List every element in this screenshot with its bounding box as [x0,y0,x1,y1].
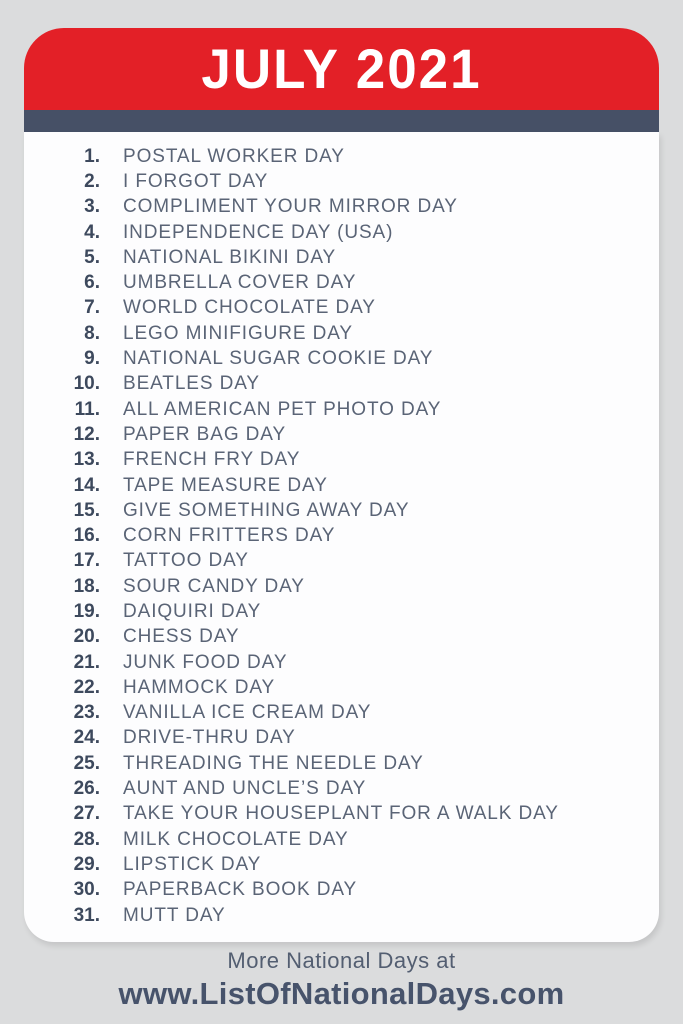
day-number: 1. [84,145,100,167]
day-label: POSTAL WORKER DAY [123,145,345,167]
day-number: 24. [73,727,100,749]
list-item [24,220,659,245]
day-number: 3. [84,196,100,218]
list-item [24,296,659,321]
list-item [24,776,659,801]
day-label: JUNK FOOD DAY [123,651,288,673]
day-number: 5. [84,246,100,268]
footer-tagline: More National Days at [227,948,456,973]
day-number: 31. [73,904,100,926]
list-item [24,245,659,270]
list-item [24,195,659,220]
day-label: LIPSTICK DAY [123,853,262,875]
calendar-sheet [24,28,659,942]
list-item [24,473,659,498]
header-divider-bar [24,110,659,132]
footer [0,948,683,1012]
day-number: 10. [73,373,100,395]
day-label: AUNT AND UNCLE’S DAY [123,778,367,800]
day-label: HAMMOCK DAY [123,676,276,698]
day-label: MILK CHOCOLATE DAY [123,828,349,850]
day-label: DRIVE-THRU DAY [123,727,296,749]
list-item [24,878,659,903]
list-item [24,523,659,548]
list-item [24,144,659,169]
day-number: 18. [73,575,100,597]
day-number: 17. [73,550,100,572]
day-number: 13. [73,449,100,471]
month-header [24,28,659,110]
list-item [24,422,659,447]
day-label: DAIQUIRI DAY [123,600,262,622]
day-number: 11. [74,398,100,420]
list-item [24,498,659,523]
list-item [24,169,659,194]
day-label: I FORGOT DAY [123,170,269,192]
day-label: INDEPENDENCE DAY (USA) [123,221,394,243]
day-number: 20. [73,626,100,648]
list-item [24,270,659,295]
day-number: 15. [73,499,100,521]
day-label: THREADING THE NEEDLE DAY [123,752,424,774]
day-number: 27. [73,803,100,825]
day-label: COMPLIMENT YOUR MIRROR DAY [123,196,458,218]
day-label: TAPE MEASURE DAY [123,474,328,496]
day-number: 28. [73,828,100,850]
list-item [24,574,659,599]
day-number: 29. [73,853,100,875]
national-days-list [24,144,659,928]
day-label: BEATLES DAY [123,373,260,395]
list-item [24,726,659,751]
list-item [24,625,659,650]
day-label: NATIONAL SUGAR COOKIE DAY [123,348,434,370]
day-number: 30. [73,879,100,901]
day-number: 26. [73,778,100,800]
day-label: VANILLA ICE CREAM DAY [123,702,372,724]
list-item [24,751,659,776]
month-title: JULY 2021 [201,38,482,100]
days-card [24,132,659,942]
day-label: NATIONAL BIKINI DAY [123,246,337,268]
list-item [24,675,659,700]
day-label: CORN FRITTERS DAY [123,525,336,547]
day-number: 8. [84,322,100,344]
day-number: 12. [73,423,100,445]
day-label: WORLD CHOCOLATE DAY [123,297,376,319]
day-label: SOUR CANDY DAY [123,575,305,597]
day-number: 7. [84,297,100,319]
list-item [24,903,659,928]
list-item [24,599,659,624]
day-label: LEGO MINIFIGURE DAY [123,322,353,344]
day-label: UMBRELLA COVER DAY [123,272,357,294]
list-item [24,650,659,675]
day-number: 16. [73,525,100,547]
day-number: 9. [84,348,100,370]
list-item [24,321,659,346]
list-item [24,852,659,877]
day-label: TATTOO DAY [123,550,249,572]
day-number: 6. [84,272,100,294]
day-number: 21. [73,651,100,673]
day-label: PAPERBACK BOOK DAY [123,879,358,901]
day-number: 14. [73,474,100,496]
day-number: 2. [84,170,100,192]
day-number: 25. [73,752,100,774]
list-item [24,827,659,852]
list-item [24,448,659,473]
list-item [24,802,659,827]
list-item [24,549,659,574]
day-label: CHESS DAY [123,626,240,648]
day-number: 22. [73,676,100,698]
list-item [24,397,659,422]
list-item [24,701,659,726]
day-number: 19. [73,600,100,622]
day-label: PAPER BAG DAY [123,423,287,445]
day-number: 23. [73,702,100,724]
day-label: MUTT DAY [123,904,226,926]
day-label: GIVE SOMETHING AWAY DAY [123,499,410,521]
list-item [24,346,659,371]
footer-website-url: www.ListOfNationalDays.com [118,976,565,1011]
list-item [24,372,659,397]
day-label: ALL AMERICAN PET PHOTO DAY [123,398,442,420]
day-label: TAKE YOUR HOUSEPLANT FOR A WALK DAY [123,803,559,825]
day-number: 4. [84,221,100,243]
day-label: FRENCH FRY DAY [123,449,301,471]
